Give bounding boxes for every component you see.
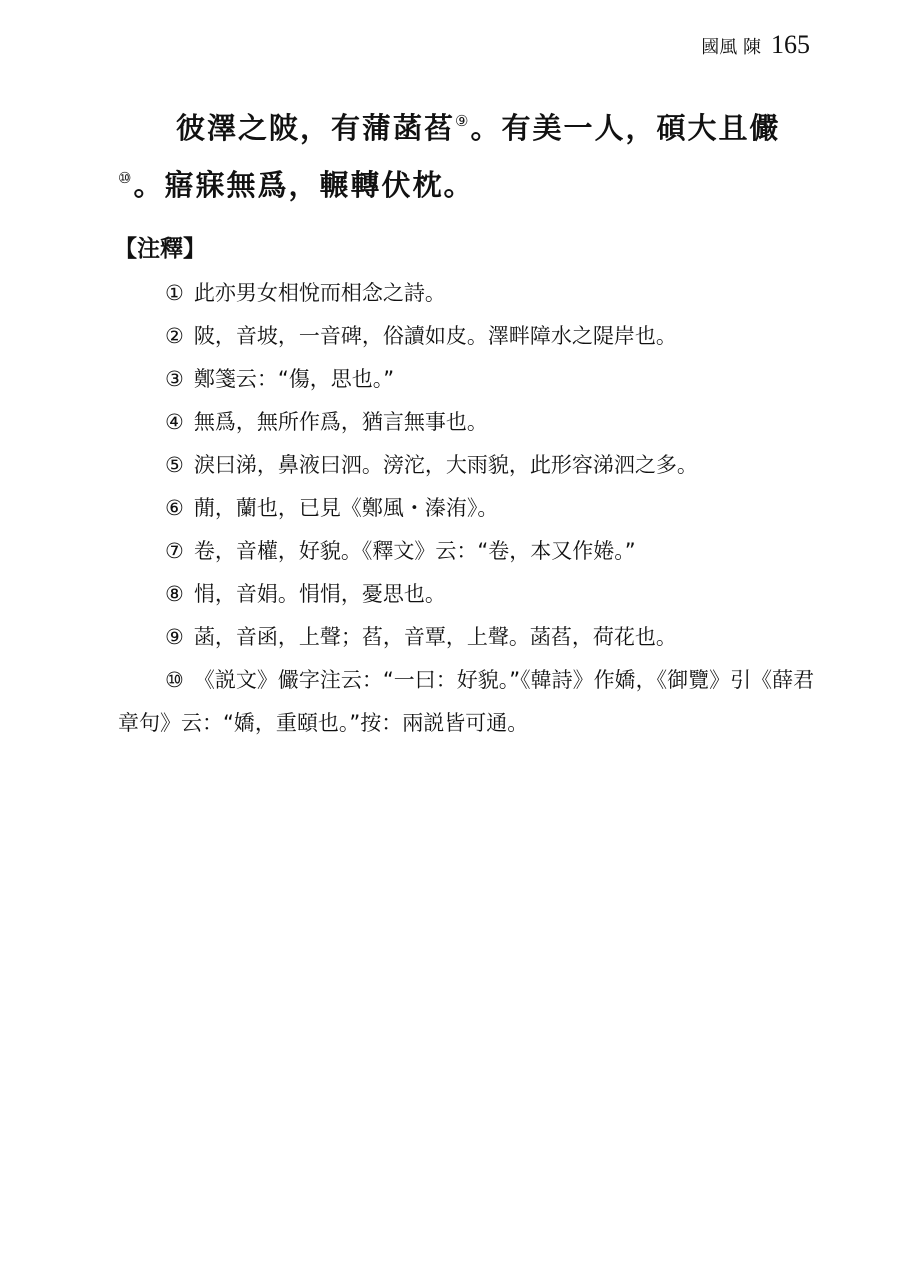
note-item [118,530,818,573]
note-text: 此亦男女相悅而相念之詩。 [193,281,446,305]
note-number: ⑥ [165,496,184,520]
note-text: 鄭箋云：“傷，思也。” [193,367,395,391]
note-item [118,272,818,315]
note-item [118,659,818,745]
note-item [118,358,818,401]
running-header [701,30,810,60]
note-number: ④ [165,410,184,434]
footnote-ref: ⑨ [455,112,471,130]
note-item [118,573,818,616]
notes-list [118,272,818,745]
note-item [118,315,818,358]
page-number: 165 [771,30,810,59]
note-text: 無爲，無所作爲，猶言無事也。 [193,410,488,434]
note-item [118,444,818,487]
note-number: ② [165,324,184,348]
note-item [118,616,818,659]
note-text: 悁，音娟。悁悁，憂思也。 [193,582,446,606]
note-item [118,401,818,444]
section-title: 國風 陳 [701,37,761,58]
note-text: 《説文》儼字注云：“一曰：好貌。”《韓詩》作嬌，《御覽》引《薛君章句》云：“嬌，重頤也。”按：兩説皆可通。 [118,668,815,735]
poem-text: 。有美一人，碩大且儼 [470,111,781,145]
footnote-ref: ⑩ [118,169,134,187]
note-item [118,487,818,530]
note-number: ⑧ [165,582,184,606]
note-text: 卷，音權，好貌。《釋文》云：“卷，本又作婘。” [193,539,636,563]
poem-stanza [118,96,812,210]
note-text: 菡，音函，上聲；萏，音覃，上聲。菡萏，荷花也。 [193,625,677,649]
poem-text: 彼澤之陂，有蒲菡萏 [176,111,456,145]
note-number: ⑨ [165,625,184,649]
note-number: ⑩ [165,668,184,692]
note-number: ③ [165,367,184,391]
note-number: ⑤ [165,453,184,477]
note-text: 陂，音坡，一音碑，俗讀如皮。澤畔障水之隄岸也。 [193,324,677,348]
poem-text: 。寤寐無爲，輾轉伏枕。 [133,168,475,202]
note-number: ① [165,281,184,305]
note-text: 蕑，蘭也，已見《鄭風・溱洧》。 [193,496,499,520]
note-number: ⑦ [165,539,184,563]
note-text: 淚曰涕，鼻液曰泗。滂沱，大雨貌，此形容涕泗之多。 [193,453,698,477]
notes-heading: 【注釋】 [114,236,206,262]
